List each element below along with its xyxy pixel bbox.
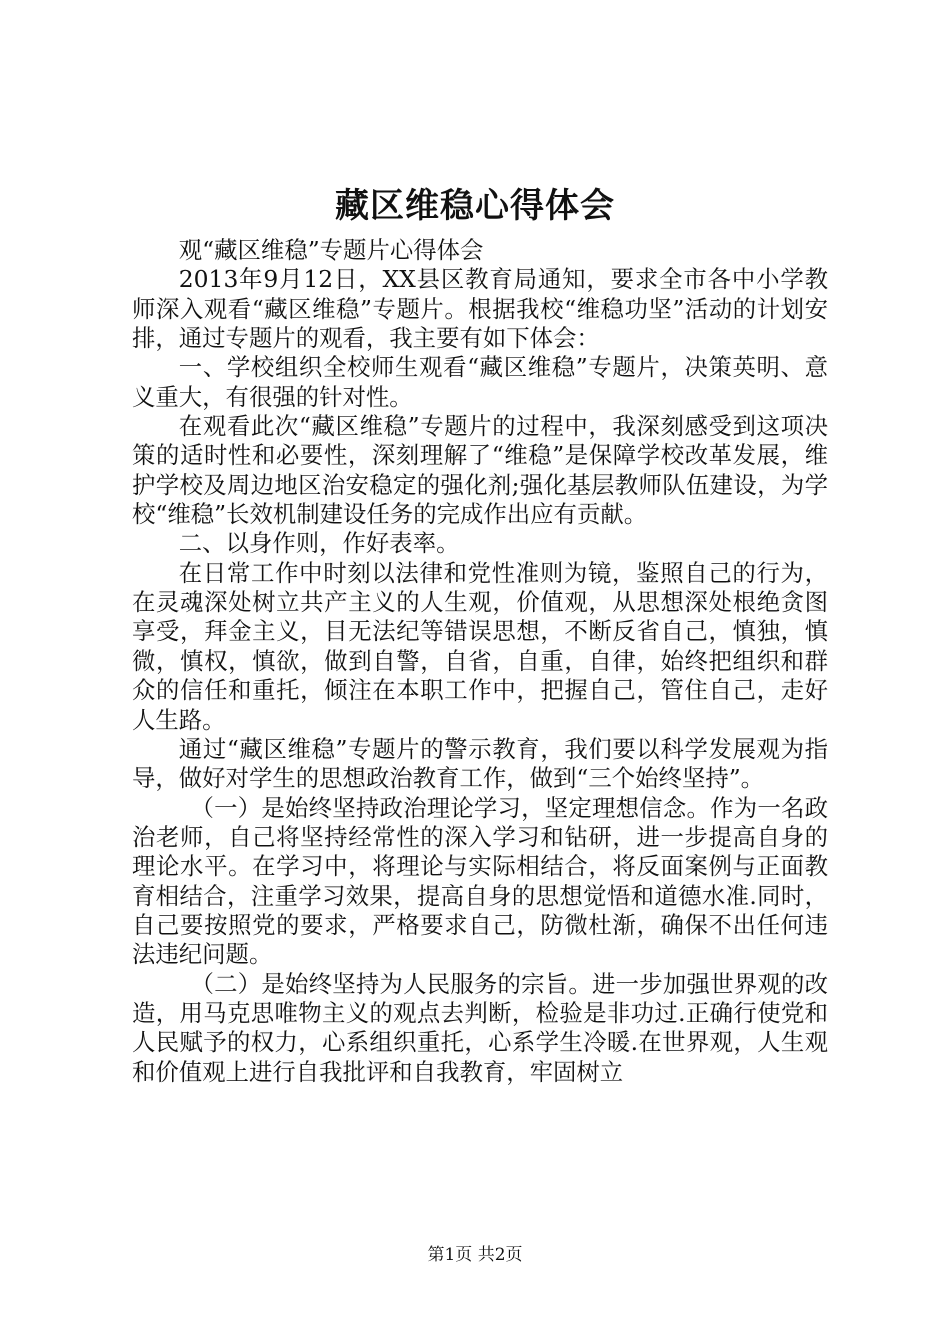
body-paragraph: 通过“藏区维稳”专题片的警示教育，我们要以科学发展观为指导，做好对学生的思想政治教育工作，做到“三个始终坚持”。 — [132, 734, 828, 793]
section-heading-2: 二、以身作则，作好表率。 — [178, 529, 460, 558]
page-number-footer: 第1页 共2页 — [427, 1245, 523, 1265]
body-paragraph: 2013年9月12日，XX县区教育局通知，要求全市各中小学教师深入观看“藏区维稳”专题片。根据我校“维稳功坚”活动的计划安排，通过专题片的观看，我主要有如下体会： — [132, 265, 828, 353]
document-title: 藏区维稳心得体会 — [335, 186, 615, 226]
list-item-paragraph: （一）是始终坚持政治理论学习，坚定理想信念。作为一名政治老师，自己将坚持经常性的深入学习和钻研，进一步提高自身的理论水平。在学习中，将理论与实际相结合，将反面案例与正面教育相结合，注重学习效果，提高自身的思想觉悟和道德水准.同时，自己要按照党的要求，严格要求自己，防微杜渐，确保不出任何违法违纪问题。 — [132, 793, 828, 969]
body-paragraph: 在日常工作中时刻以法律和党性准则为镜，鉴照自己的行为，在灵魂深处树立共产主义的人生观，价值观，从思想深处根绝贪图享受，拜金主义，目无法纪等错误思想，不断反省自己，慎独，慎微，慎权，慎欲，做到自警，自省，自重，自律，始终把组织和群众的信任和重托，倾注在本职工作中，把握自己，管住自己，走好人生路。 — [132, 558, 828, 734]
list-item-paragraph: （二）是始终坚持为人民服务的宗旨。进一步加强世界观的改造，用马克思唯物主义的观点去判断，检验是非功过.正确行使党和人民赋予的权力，心系组织重托，心系学生冷暖.在世界观，人生观和价值观上进行自我批评和自我教育，牢固树立 — [132, 969, 828, 1086]
section-heading-1: 一、学校组织全校师生观看“藏区维稳”专题片，决策英明、意义重大，有很强的针对性。 — [132, 353, 828, 411]
document-body — [132, 236, 828, 1087]
body-paragraph: 在观看此次“藏区维稳”专题片的过程中，我深刻感受到这项决策的适时性和必要性，深刻理解了“维稳”是保障学校改革发展，维护学校及周边地区治安稳定的强化剂;强化基层教师队伍建设，为学校“维稳”长效机制建设任务的完成作出应有贡献。 — [132, 412, 828, 529]
subtitle-paragraph: 观“藏区维稳”专题片心得体会 — [178, 236, 484, 264]
